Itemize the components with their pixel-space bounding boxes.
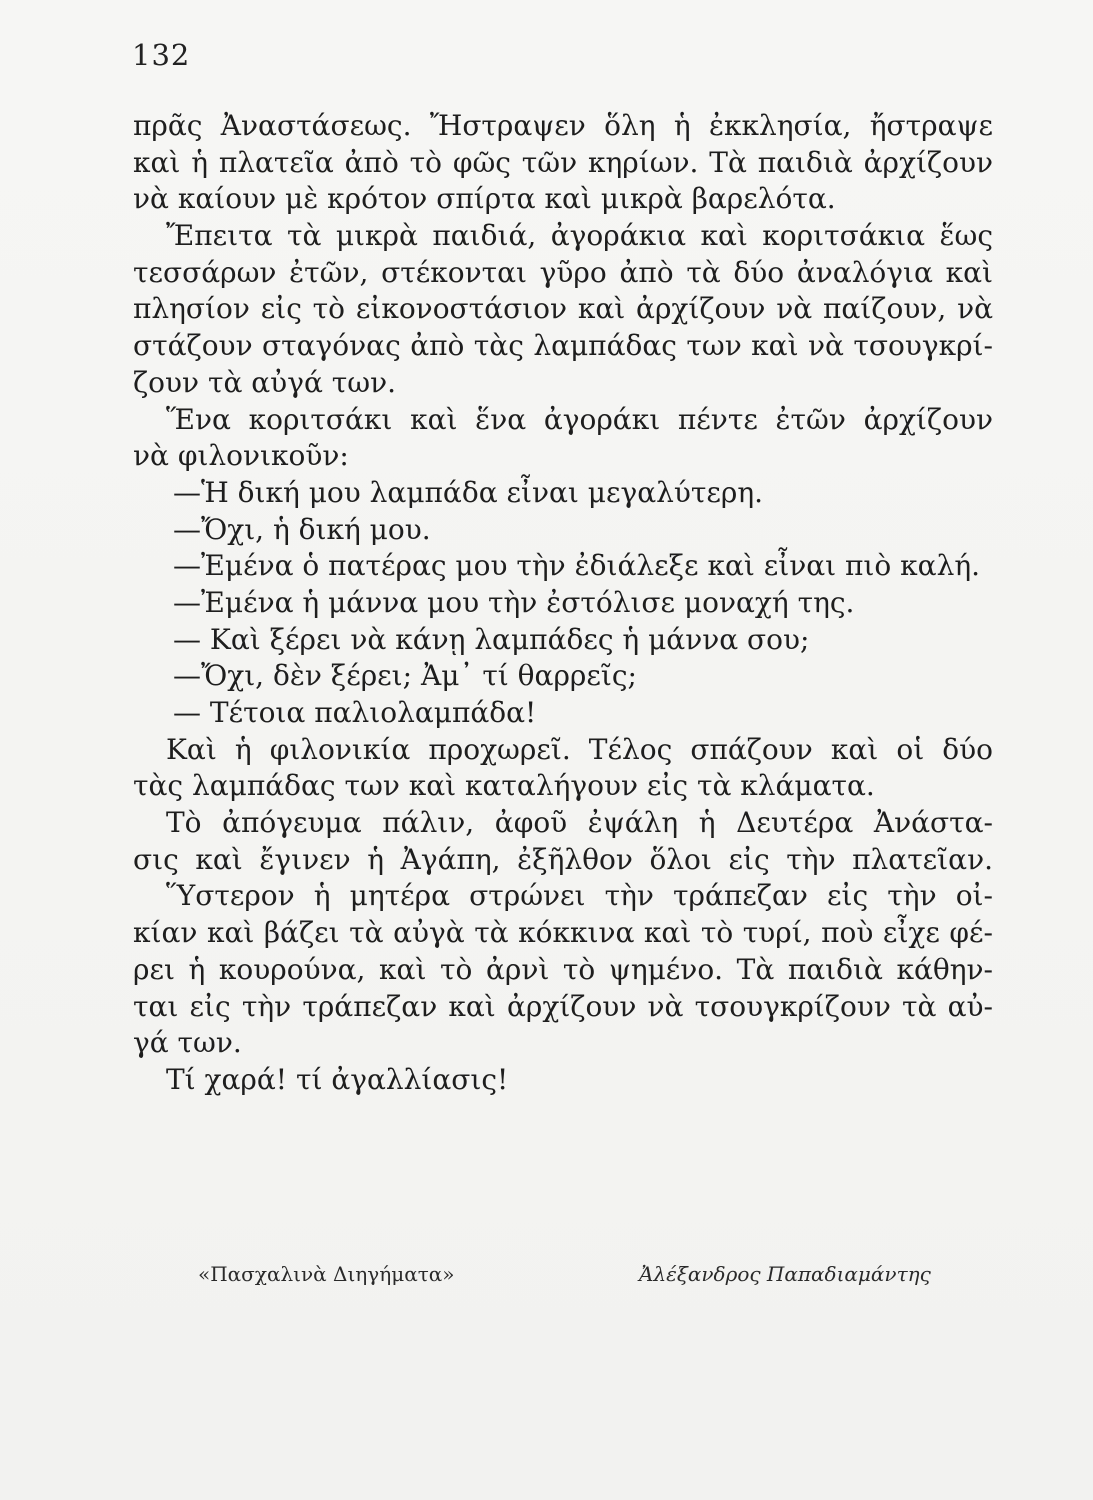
text-line: ται εἰς τὴν τράπεζαν καὶ ἀρχίζουν νὰ τσουγκρίζουν τὰ αὐ- bbox=[133, 989, 993, 1023]
text-line: τὰς λαμπάδας των καὶ καταλήγουν εἰς τὰ κλάματα. bbox=[133, 769, 875, 803]
source-title: «Πασχαλινὰ Διηγήματα» bbox=[198, 1262, 455, 1286]
text-line: Ἔπειτα τὰ μικρὰ παιδιά, ἀγοράκια καὶ κοριτσάκια ἕως bbox=[166, 219, 993, 253]
text-line: ζουν τὰ αὐγά των. bbox=[133, 365, 396, 399]
text-line: γά των. bbox=[133, 1026, 242, 1060]
text-line: Τὸ ἀπόγευμα πάλιν, ἀφοῦ ἐψάλη ἡ Δευτέρα Ἀνάστα- bbox=[166, 806, 993, 840]
text-line: καὶ ἡ πλατεῖα ἀπὸ τὸ φῶς τῶν κηρίων. Τὰ παιδιὰ ἀρχίζουν bbox=[133, 145, 993, 179]
text-line: πλησίον εἰς τὸ εἰκονοστάσιον καὶ ἀρχίζουν νὰ παίζουν, νὰ bbox=[133, 292, 993, 326]
dialogue-line: —Ἐμένα ὁ πατέρας μου τὴν ἐδιάλεξε καὶ εἶναι πιὸ καλή. bbox=[173, 549, 980, 583]
dialogue-line: —Ὄχι, ἡ δική μου. bbox=[173, 512, 431, 546]
text-line: τεσσάρων ἐτῶν, στέκονται γῦρο ἀπὸ τὰ δύο ἀναλόγια καὶ bbox=[133, 255, 993, 289]
text-line: σις καὶ ἔγινεν ἡ Ἀγάπη, ἐξῆλθον ὅλοι εἰς τὴν πλατεῖαν. bbox=[133, 842, 993, 876]
text-line: Ἕνα κοριτσάκι καὶ ἕνα ἀγοράκι πέντε ἐτῶν ἀρχίζουν bbox=[166, 402, 993, 436]
author-name: Ἀλέξανδρος Παπαδιαμάντης bbox=[639, 1262, 931, 1286]
text-line: κίαν καὶ βάζει τὰ αὐγὰ τὰ κόκκινα καὶ τὸ τυρί, ποὺ εἶχε φέ- bbox=[133, 916, 993, 950]
body-text bbox=[133, 108, 993, 1099]
dialogue-line: — Καὶ ξέρει νὰ κάνῃ λαμπάδες ἡ μάννα σου; bbox=[173, 622, 810, 656]
dialogue-line: — Τέτοια παλιολαμπάδα! bbox=[173, 696, 537, 729]
text-line: Καὶ ἡ φιλονικία προχωρεῖ. Τέλος σπάζουν καὶ οἱ δύο bbox=[166, 732, 993, 766]
page-number: 132 bbox=[132, 38, 191, 72]
dialogue-line: —Ἐμένα ἡ μάννα μου τὴν ἐστόλισε μοναχή της. bbox=[173, 585, 855, 619]
text-line: ρει ἡ κουρούνα, καὶ τὸ ἀρνὶ τὸ ψημένο. Τὰ παιδιὰ κάθην- bbox=[133, 952, 993, 986]
text-line: στάζουν σταγόνας ἀπὸ τὰς λαμπάδας των καὶ νὰ τσουγκρί- bbox=[133, 329, 993, 363]
text-line: νὰ φιλονικοῦν: bbox=[133, 439, 349, 473]
dialogue-line: —Ὄχι, δὲν ξέρει; Ἀμ᾽ τί θαρρεῖς; bbox=[173, 659, 637, 693]
text-line: Ὕστερον ἡ μητέρα στρώνει τὴν τράπεζαν εἰς τὴν οἰ- bbox=[166, 879, 993, 913]
text-line: νὰ καίουν μὲ κρότον σπίρτα καὶ μικρὰ βαρελότα. bbox=[133, 182, 836, 216]
dialogue-line: —Ἡ δική μου λαμπάδα εἶναι μεγαλύτερη. bbox=[173, 475, 764, 509]
text-line: πρᾶς Ἀναστάσεως. Ἤστραψεν ὅλη ἡ ἐκκλησία, ἤστραψε bbox=[133, 109, 993, 142]
text-line: Τί χαρά! τί ἀγαλλίασις! bbox=[166, 1062, 509, 1096]
